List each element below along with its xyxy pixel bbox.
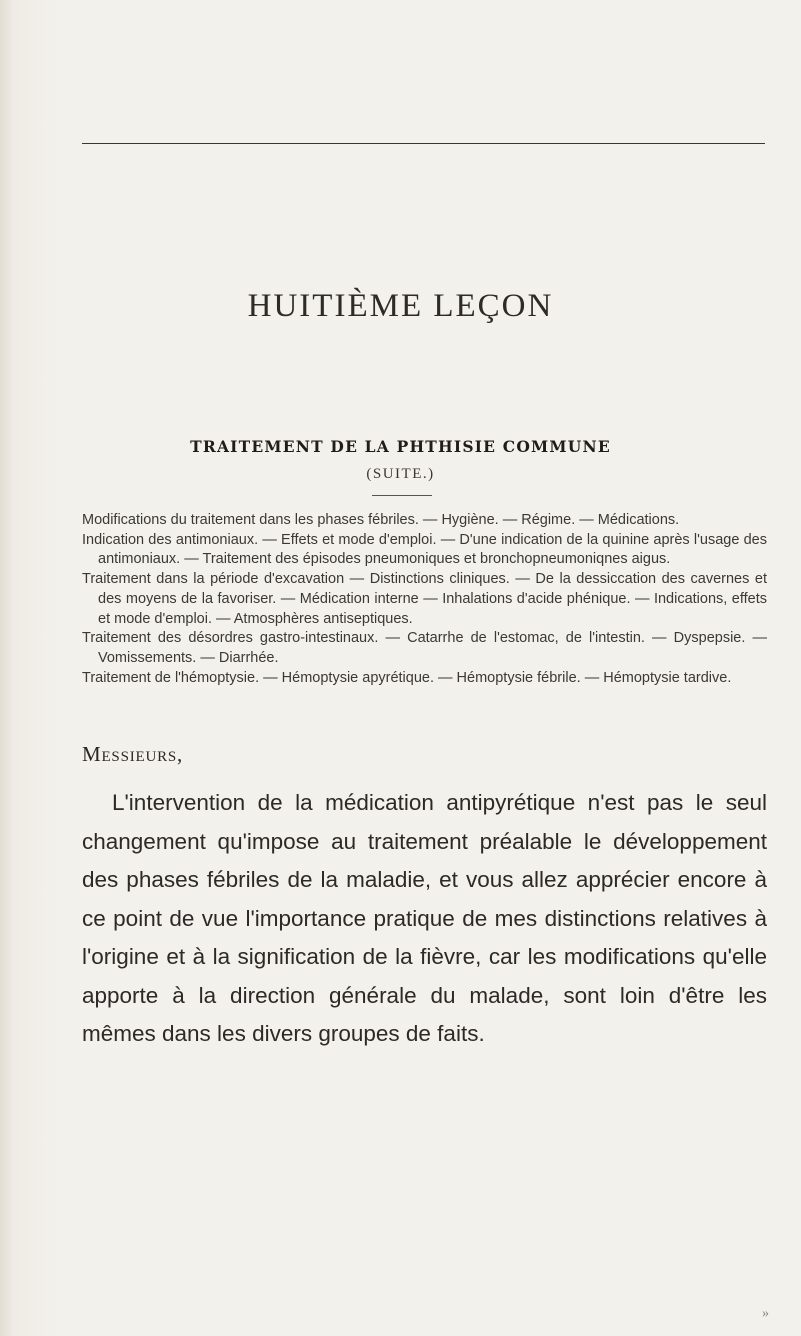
summary-paragraph: Traitement de l'hémoptysie. — Hémoptysie apyrétique. — Hémoptysie fébrile. — Hémoptysie tardive. xyxy=(82,669,732,686)
chapter-summary xyxy=(82,511,767,688)
body-paragraph: L'intervention de la médication antipyrétique n'est pas le seul changement qu'impose au traitement préalable le développement des phases fébriles de la maladie, et vous allez apprécier encore à ce point de vue l'importance pratique de mes distinctions relatives à l'origine et à la signification de la fièvre, car les modifications qu'elle apporte à la direction générale du malade, sont loin d'être les mêmes dans les divers groupes de faits. xyxy=(82,790,767,1046)
salutation: Messieurs, xyxy=(82,742,184,766)
chapter-title: HUITIÈME LEÇON xyxy=(247,288,554,324)
summary-paragraph: Traitement des désordres gastro-intestinaux. — Catarrhe de l'estomac, de l'intestin. — Dyspepsie. — Vomissements. — Diarrhée. xyxy=(82,630,767,666)
top-rule xyxy=(82,143,765,144)
margin-mark: » xyxy=(762,1306,769,1321)
summary-paragraph: Traitement dans la période d'excavation — Distinctions cliniques. — De la dessiccation des cavernes et des moyens de la favoriser. — Médication interne — Inhalations d'acide phénique. — Indications, effets et mode d'emploi. — Atmosphères antiseptiques. xyxy=(82,571,767,627)
section-divider xyxy=(372,495,432,496)
continuation-label: (SUITE.) xyxy=(366,466,435,482)
subject-title: TRAITEMENT DE LA PHTHISIE COMMUNE xyxy=(190,437,611,456)
summary-paragraph: Modifications du traitement dans les phases fébriles. — Hygiène. — Régime. — Médications. xyxy=(82,512,680,528)
summary-paragraph: Indication des antimoniaux. — Effets et mode d'emploi. — D'une indication de la quinine après l'usage des antimoniaux. — Traitement des épisodes pneumoniques et bronchopneumoniqnes aigus. xyxy=(82,531,767,568)
